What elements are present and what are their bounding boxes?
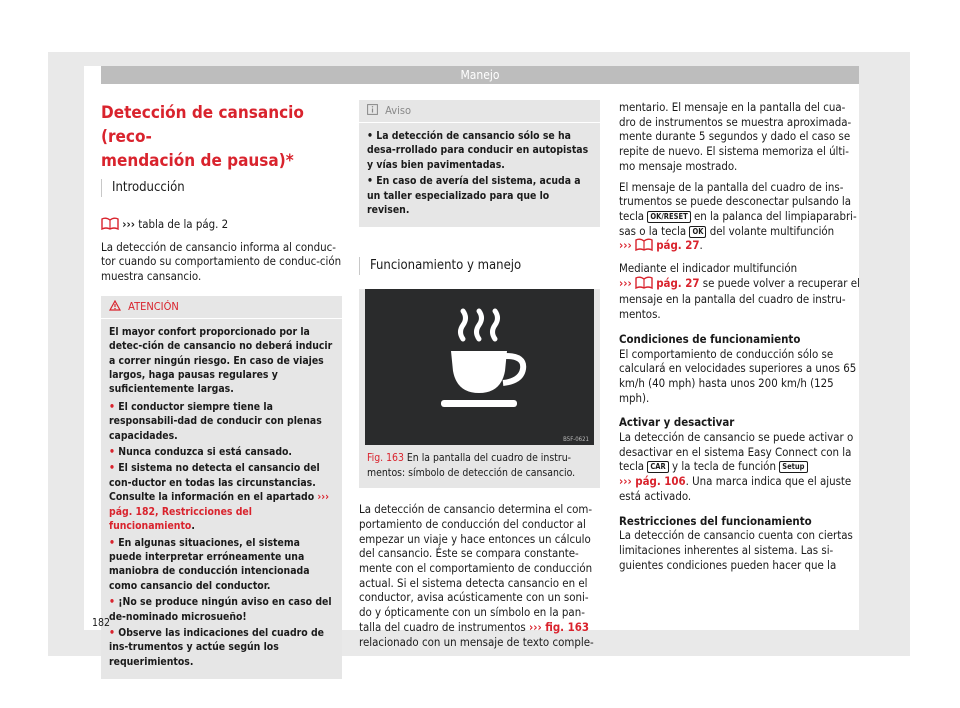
page-number: 182 xyxy=(92,617,111,629)
text: El mensaje de la pantalla del cuadro de ins-trumentos se puede desconectar pulsando la tecla xyxy=(619,179,852,223)
bullet-dot: • xyxy=(367,130,373,142)
bullet-dot: • xyxy=(109,462,115,475)
bullet-dot: • xyxy=(109,596,115,609)
section-title xyxy=(101,101,342,173)
attention-body xyxy=(101,319,342,679)
ref-arrows: ››› xyxy=(122,217,135,231)
section-title-line2: mendación de pausa)* xyxy=(101,151,294,171)
bullet-dot: • xyxy=(109,400,115,413)
warning-icon xyxy=(109,300,124,313)
notice-title: Aviso xyxy=(385,104,412,117)
operation-body-end: relacionado con un mensaje de texto comple- xyxy=(359,634,594,649)
attention-bullet xyxy=(109,445,334,459)
bullet-text: El conductor siempre tiene la responsabili-dad de conducir con plenas capacidades. xyxy=(109,400,322,442)
attention-box xyxy=(101,296,342,679)
bullet-text: En caso de avería del sistema, acuda a un taller especializado para que lo revisen. xyxy=(367,175,581,217)
paragraph-message: mentario. El mensaje en la pantalla del cua-dro de instrumentos se muestra aproximada-mente durante 5 segundos y dado el caso se repite de nuevo. El sistema memoriza el últi-mo mensaje mostrado. xyxy=(619,100,852,173)
bullet-dot: • xyxy=(109,536,115,549)
ref-arrows: ››› xyxy=(619,275,632,290)
attention-bullet xyxy=(109,461,334,533)
bullet-dot: • xyxy=(109,626,115,639)
bullet-end: . xyxy=(191,520,195,533)
paragraph-disconnect: El mensaje de la pantalla del cuadro de ins-trumentos se puede desconectar pulsando la tecla OK/RESET en la palanca del limpiaparabri-sas o la tecla OK del volante multifunción ››› pág. 27. xyxy=(619,180,860,256)
setup-key: Setup xyxy=(779,461,807,473)
text: en la palanca del limpiaparabri-sas o la tecla xyxy=(619,208,857,238)
bullet-text: Observe las indicaciones del cuadro de ins-trumentos y actúe según los requerimientos. xyxy=(109,626,325,668)
paragraph-recover xyxy=(619,261,860,322)
text: Mediante el indicador multifunción xyxy=(619,261,798,276)
page-link-27[interactable]: pág. 27 xyxy=(656,275,700,290)
paragraph-activate xyxy=(619,430,860,504)
text: . Una marca indica que el ajuste está activado. xyxy=(619,474,852,503)
figure-caption xyxy=(359,445,600,488)
text: La detección de cansancio se puede activar o desactivar en el sistema Easy Connect con la tecla xyxy=(619,430,854,474)
bullet-dot: • xyxy=(367,175,373,188)
figure-link[interactable]: ››› fig. 163 xyxy=(529,619,590,634)
info-icon xyxy=(367,104,381,117)
figure-163 xyxy=(359,289,600,488)
text: del volante multifunción xyxy=(709,223,835,238)
page-link-106[interactable]: ››› pág. 106 xyxy=(619,474,686,489)
bullet-text: En algunas situaciones, el sistema puede interpretar erróneamente una maniobra de conducción intencionada como cansancio del conductor. xyxy=(109,536,310,592)
attention-title: ATENCIÓN xyxy=(128,299,179,313)
heading-restrictions: Restricciones del funcionamiento xyxy=(619,513,812,528)
notice-box xyxy=(359,100,600,227)
cluster-display-image xyxy=(365,289,594,445)
operation-heading-block xyxy=(359,257,600,275)
text: y la tecla de función xyxy=(672,459,776,474)
figure-label: Fig. 163 xyxy=(367,452,404,465)
paragraph-restrictions: La detección de cansancio cuenta con ciertas limitaciones inherentes al sistema. Las si-guientes condiciones pueden hacer que la xyxy=(619,528,853,572)
bullet-dot: • xyxy=(109,446,115,459)
book-icon xyxy=(101,217,119,234)
figure-code: B5F-0621 xyxy=(563,436,589,444)
column-2 xyxy=(359,100,600,649)
subsection-title-operation: Funcionamiento y manejo xyxy=(370,258,522,274)
page-header: Manejo xyxy=(101,66,859,84)
subsection-title-intro: Introducción xyxy=(112,180,185,195)
attention-link-page[interactable]: ››› pág. 182, xyxy=(109,491,329,518)
attention-lead: El mayor confort proporcionado por la detec-ción de cansancio no deberá inducir a correr ningún riesgo. En caso de viajes largos, haga pausas regulares y suficientemente largas. xyxy=(109,325,333,396)
attention-bullet xyxy=(109,626,334,669)
heading-conditions: Condiciones de funcionamiento xyxy=(619,331,801,346)
ref-arrows: ››› xyxy=(619,238,632,253)
column-3 xyxy=(619,100,860,572)
notice-bullet xyxy=(367,129,592,172)
heading-activate: Activar y desactivar xyxy=(619,415,735,430)
operation-body-text: La detección de cansancio determina el com-portamiento de conducción del conductor al empezar un viaje y hace entonces un cálculo del cansancio. Éste se compara constante-mente con el comportamiento de conducción actual. Si el sistema detecta cansancio en el conductor, avisa acústicamente con un soni-do y ópticamente con un símbolo en la pan-talla del cuadro de instrumentos xyxy=(359,502,593,634)
attention-header xyxy=(101,296,342,319)
ok-key: OK xyxy=(689,226,706,238)
attention-bullet xyxy=(109,595,334,624)
table-reference[interactable] xyxy=(101,217,342,234)
paragraph-conditions: El comportamiento de conducción sólo se calculará en velocidades superiores a unos 65 km/h (40 mph) hasta unos 200 km/h (125 mph). xyxy=(619,346,857,405)
bullet-text: ¡No se produce ningún aviso en caso del de-nominado microsueño! xyxy=(109,596,332,623)
attention-bullet xyxy=(109,536,334,594)
column-1 xyxy=(101,100,342,679)
section-intro-block xyxy=(101,179,342,197)
book-icon xyxy=(635,238,653,255)
notice-body xyxy=(359,123,600,227)
bullet-text: El sistema no detecta el cansancio del con-ductor en todas las circunstancias. Consulte la información en el apartado xyxy=(109,462,320,504)
notice-bullet xyxy=(367,174,592,217)
notice-header xyxy=(359,100,600,123)
ref-text: tabla de la pág. 2 xyxy=(138,217,229,231)
book-icon xyxy=(635,276,653,293)
attention-link-section[interactable]: Restricciones del funcionamiento xyxy=(109,505,252,533)
page-link-27[interactable]: pág. 27 xyxy=(656,238,700,253)
section-title-line1: Detección de cansancio (reco- xyxy=(101,103,304,147)
intro-paragraph: La detección de cansancio informa al conduc-tor cuando su comportamiento de conduc-ción muestra cansancio. xyxy=(101,239,342,284)
operation-paragraph xyxy=(359,502,600,649)
car-key: CAR xyxy=(647,461,668,473)
bullet-text: La detección de cansancio sólo se ha desa-rrollado para conducir en autopistas y vías bien pavimentadas. xyxy=(367,130,589,171)
text: se puede volver a recuperar el mensaje en la pantalla del cuadro de instru-mentos. xyxy=(619,275,860,322)
figure-caption-text: En la pantalla del cuadro de instru-mentos: símbolo de detección de cansancio. xyxy=(367,452,576,479)
okreset-key: OK/RESET xyxy=(647,211,690,223)
bullet-text: Nunca conduzca si está cansado. xyxy=(118,446,292,459)
attention-bullet xyxy=(109,400,334,443)
